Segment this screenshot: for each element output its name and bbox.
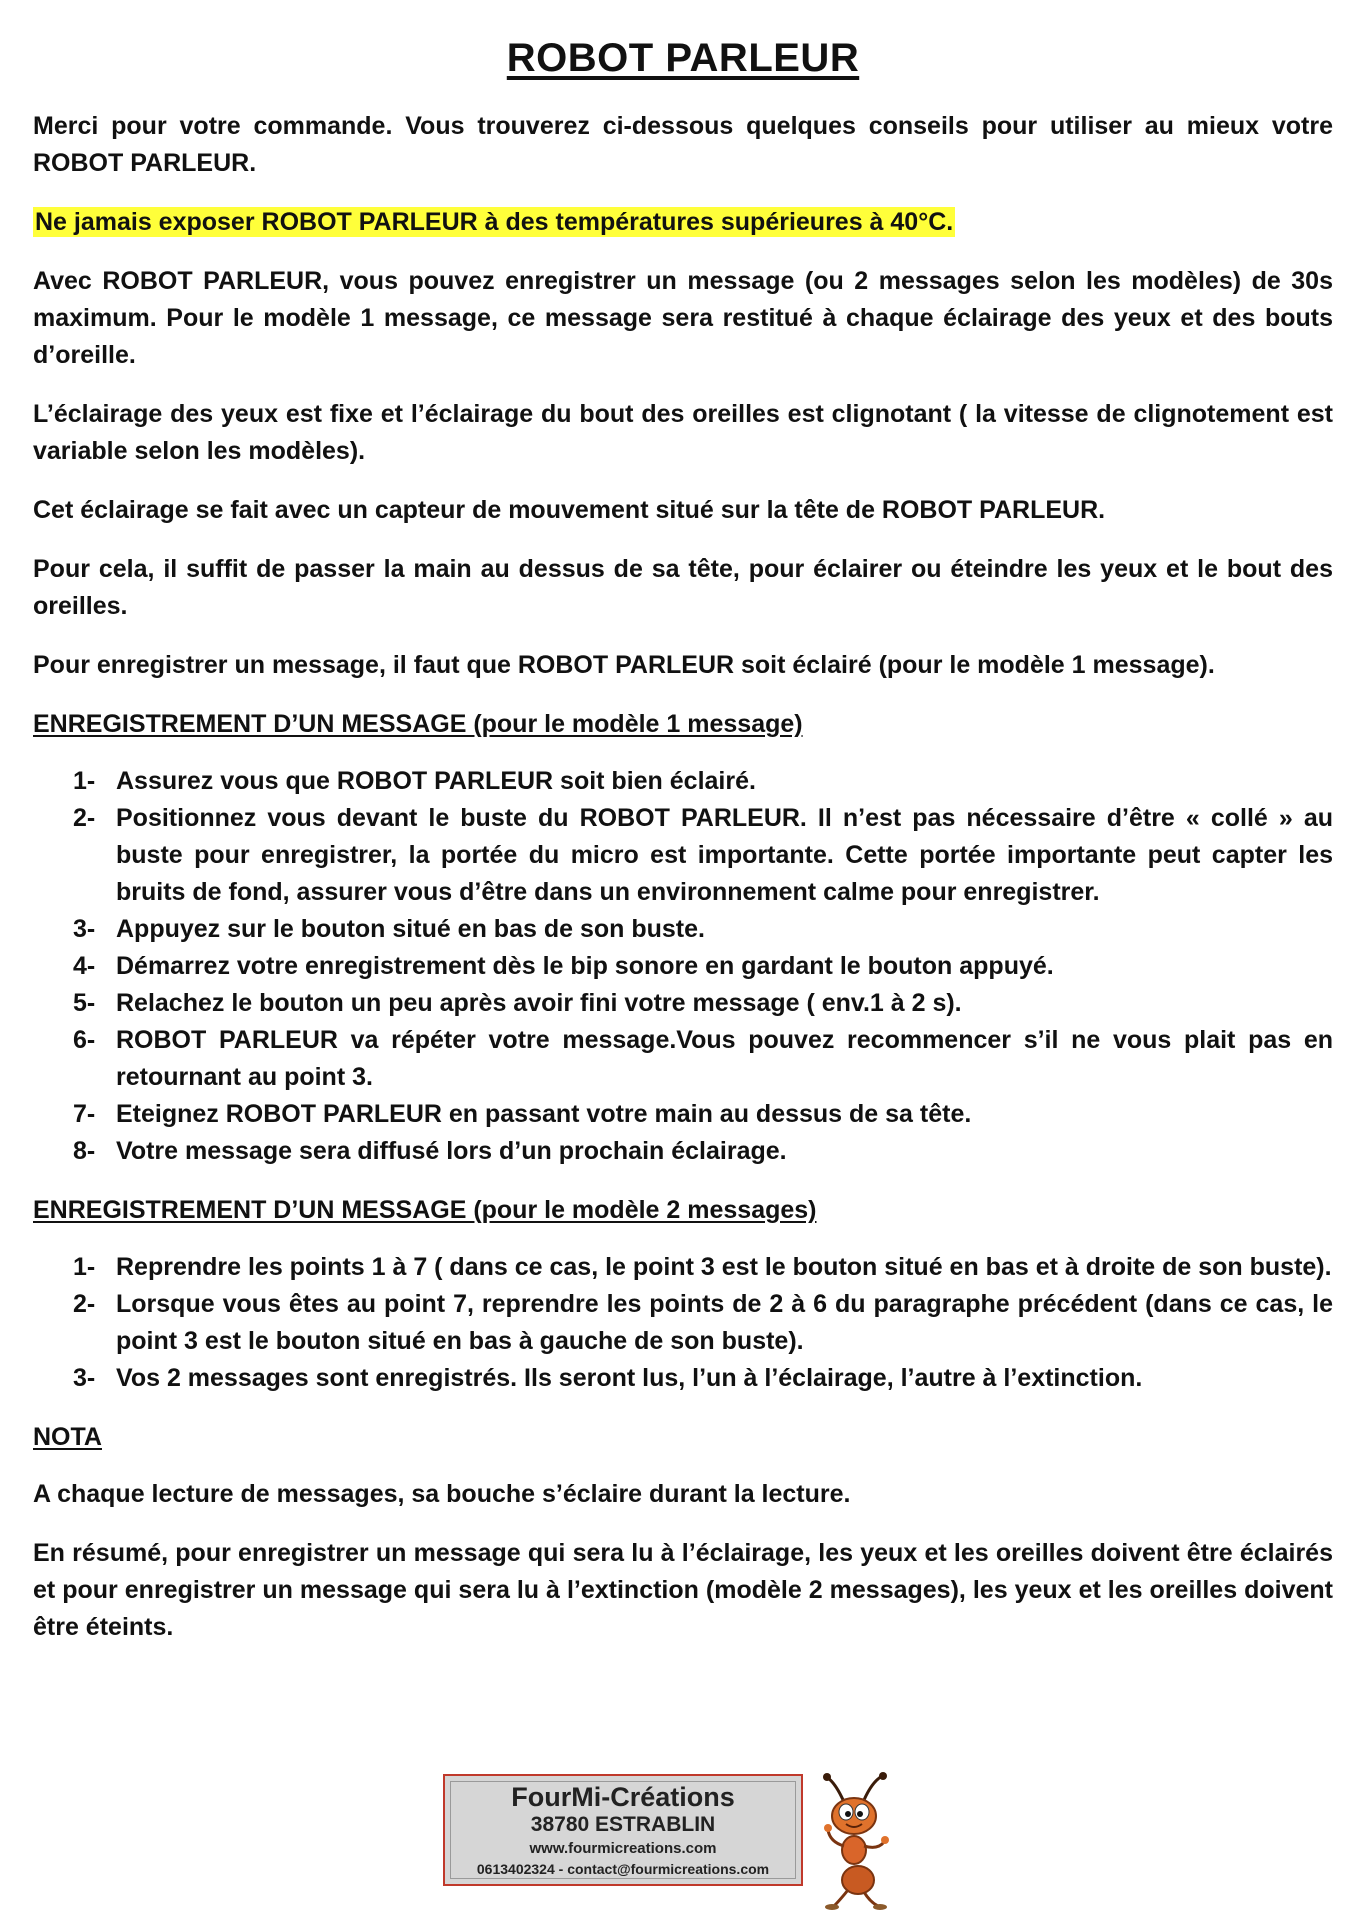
stamp-inner-border: [450, 1781, 796, 1879]
step-text: ROBOT PARLEUR va répéter votre message.Vous pouvez recommencer s’il ne vous plait pas en retournant au point 3.: [116, 1026, 1333, 1091]
step-number: 4-: [73, 952, 96, 980]
nota-paragraph: A chaque lecture de messages, sa bouche s’éclaire durant la lecture.: [33, 1480, 851, 1508]
step-text: Assurez vous que ROBOT PARLEUR soit bien éclairé.: [116, 767, 756, 795]
list-item: [33, 948, 1333, 985]
list-item: [33, 985, 1333, 1022]
step-number: 5-: [73, 989, 96, 1017]
list-item: [33, 911, 1333, 948]
step-text: Reprendre les points 1 à 7 ( dans ce cas, le point 3 est le bouton situé en bas et à droite de son buste).: [116, 1253, 1332, 1281]
company-contact: 0613402324 - contact@fourmicreations.com: [476, 1861, 770, 1877]
step-number: 3-: [73, 915, 96, 943]
list-item: [33, 1133, 1333, 1170]
list-item: [33, 1096, 1333, 1133]
step-text: Lorsque vous êtes au point 7, reprendre les points de 2 à 6 du paragraphe précédent (dans ce cas, le point 3 est le bouton situé en bas à gauche de son buste).: [116, 1290, 1333, 1355]
body-paragraph: Avec ROBOT PARLEUR, vous pouvez enregistrer un message (ou 2 messages selon les modèles) de 30s maximum. Pour le modèle 1 message, ce message sera restitué à chaque éclairage des yeux et des bouts d’oreille.: [33, 267, 1333, 369]
section-1-title: ENREGISTREMENT D’UN MESSAGE (pour le modèle 1 message): [33, 710, 803, 738]
company-stamp: [443, 1774, 803, 1886]
list-item: [33, 1286, 1333, 1360]
step-text: Relachez le bouton un peu après avoir fini votre message ( env.1 à 2 s).: [116, 989, 962, 1017]
company-city: 38780 ESTRABLIN: [530, 1813, 716, 1836]
ant-mascot-icon: [806, 1772, 906, 1912]
section-2-title: ENREGISTREMENT D’UN MESSAGE (pour le modèle 2 messages): [33, 1196, 817, 1224]
list-item: [33, 763, 1333, 800]
step-text: Eteignez ROBOT PARLEUR en passant votre main au dessus de sa tête.: [116, 1100, 972, 1128]
company-website: www.fourmicreations.com: [529, 1840, 717, 1857]
section-2-steps: [33, 1249, 1333, 1397]
nota-paragraph: En résumé, pour enregistrer un message qui sera lu à l’éclairage, les yeux et les oreilles doivent être éclairés et pour enregistrer un message qui sera lu à l’extinction (modèle 2 messages), les yeux et les oreilles doivent être éteints.: [33, 1539, 1333, 1641]
step-number: 3-: [73, 1364, 96, 1392]
step-number: 2-: [73, 1290, 96, 1318]
step-text: Votre message sera diffusé lors d’un prochain éclairage.: [116, 1137, 787, 1165]
nota-title: NOTA: [33, 1423, 102, 1451]
intro-paragraph: Merci pour votre commande. Vous trouverez ci-dessous quelques conseils pour utiliser au mieux votre ROBOT PARLEUR.: [33, 112, 1333, 177]
step-number: 8-: [73, 1137, 96, 1165]
step-text: Positionnez vous devant le buste du ROBOT PARLEUR. Il n’est pas nécessaire d’être « collé » au buste pour enregistrer, la portée du micro est importante. Cette portée importante peut capter les bruits de fond, assurer vous d’être dans un environnement calme pour enregistrer.: [116, 804, 1333, 906]
body-paragraph: Pour cela, il suffit de passer la main au dessus de sa tête, pour éclairer ou éteindre les yeux et le bout des oreilles.: [33, 555, 1333, 620]
step-number: 2-: [73, 804, 96, 832]
page-title: ROBOT PARLEUR: [506, 36, 860, 80]
step-number: 1-: [73, 767, 96, 795]
step-text: Vos 2 messages sont enregistrés. Ils seront lus, l’un à l’éclairage, l’autre à l’extinction.: [116, 1364, 1143, 1392]
step-text: Démarrez votre enregistrement dès le bip sonore en gardant le bouton appuyé.: [116, 952, 1054, 980]
step-number: 7-: [73, 1100, 96, 1128]
body-paragraph: L’éclairage des yeux est fixe et l’éclairage du bout des oreilles est clignotant ( la vitesse de clignotement est variable selon les modèles).: [33, 400, 1333, 465]
section-1-steps: [33, 763, 1333, 1170]
list-item: [33, 1360, 1333, 1397]
body-paragraph: Cet éclairage se fait avec un capteur de mouvement situé sur la tête de ROBOT PARLEUR.: [33, 496, 1106, 524]
document-page: [33, 34, 1333, 1668]
step-text: Appuyez sur le bouton situé en bas de son buste.: [116, 915, 705, 943]
warning-highlight: Ne jamais exposer ROBOT PARLEUR à des températures supérieures à 40°C.: [35, 208, 954, 236]
list-item: [33, 1022, 1333, 1096]
step-number: 6-: [73, 1026, 96, 1054]
body-paragraph: Pour enregistrer un message, il faut que ROBOT PARLEUR soit éclairé (pour le modèle 1 message).: [33, 651, 1215, 679]
company-name: FourMi-Créations: [511, 1782, 735, 1812]
step-number: 1-: [73, 1253, 96, 1281]
list-item: [33, 800, 1333, 911]
warning-paragraph: [33, 204, 1333, 241]
list-item: [33, 1249, 1333, 1286]
